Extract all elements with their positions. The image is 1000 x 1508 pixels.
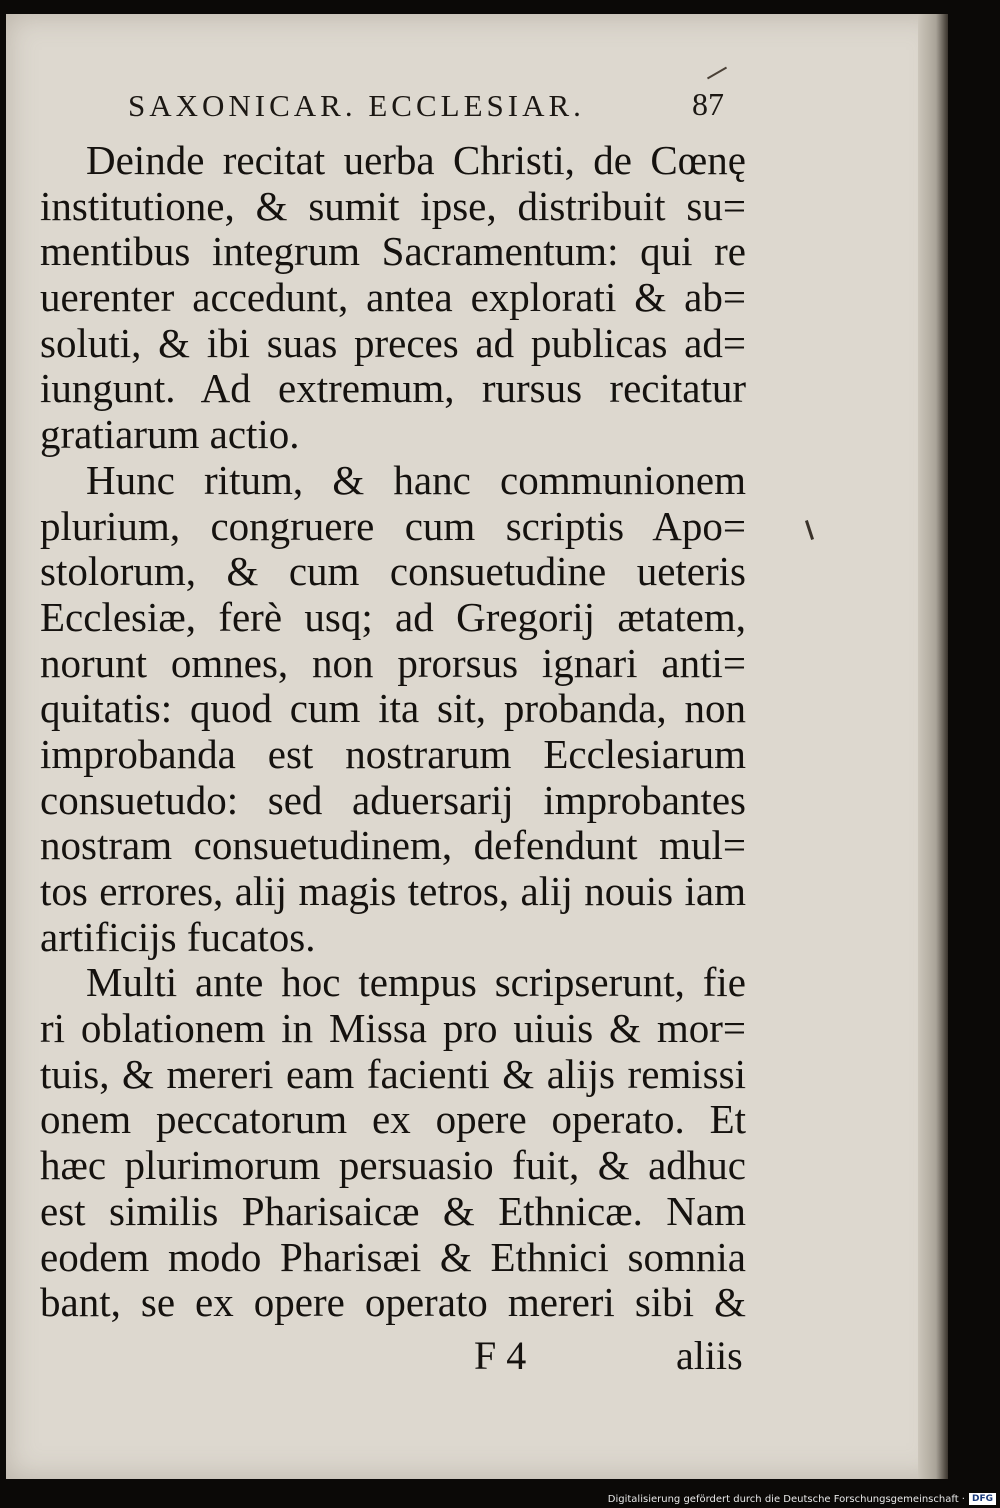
text-line: plurium, congruere cum scriptis Apo=	[40, 503, 746, 549]
text-line: quitatis: quod cum ita sit, probanda, non	[40, 686, 746, 732]
text-line: iungunt. Ad extremum, rursus recitatur	[40, 366, 746, 412]
text-line: gratiarum actio.	[40, 412, 300, 458]
credit-text: Digitalisierung gefördert durch die Deutsche Forschungsgemeinschaft ·	[607, 1493, 965, 1505]
text-line: norunt omnes, non prorsus ignari anti=	[40, 640, 746, 686]
text-line: improbanda est nostrarum Ecclesiarum	[40, 731, 746, 777]
page-number: 87	[692, 86, 724, 122]
text-line: tos errores, alij magis tetros, alij nouis iam	[40, 869, 746, 914]
text-line: institutione, & sumit ipse, distribuit su=	[40, 183, 746, 229]
text-line: nostram consuetudinem, defendunt mul=	[40, 823, 746, 869]
text-line: consuetudo: sed aduersarij improbantes	[40, 777, 746, 823]
dfg-logo: DFG	[969, 1493, 996, 1505]
text-line: tuis, & mereri eam facienti & alijs remissi	[40, 1051, 746, 1097]
text-line: mentibus integrum Sacramentum: qui re	[40, 229, 746, 275]
text-line: bant, se ex opere operato mereri sibi &	[40, 1280, 746, 1326]
catchword: aliis	[676, 1333, 743, 1378]
signature-mark: F 4	[474, 1333, 527, 1378]
text-line: Deinde recitat uerba Christi, de Cœnę	[86, 138, 746, 183]
text-line: stolorum, & cum consuetudine ueteris	[40, 549, 746, 595]
text-line: uerenter accedunt, antea explorati & ab=	[40, 275, 746, 321]
digitization-credit	[600, 1490, 1000, 1508]
page-fore-edge	[918, 14, 948, 1479]
text-line: Hunc ritum, & hanc communionem	[86, 457, 746, 503]
text-line: eodem modo Pharisæi & Ethnici somnia	[40, 1234, 746, 1280]
text-line: ri oblationem in Missa pro uiuis & mor=	[40, 1006, 746, 1052]
text-line: soluti, & ibi suas preces ad publicas ad=	[40, 320, 746, 366]
text-block	[40, 138, 746, 1326]
running-head: SAXONICAR. ECCLESIAR.	[128, 88, 585, 123]
text-line: est similis Pharisaicæ & Ethnicæ. Nam	[40, 1188, 746, 1234]
page-footer	[0, 1332, 760, 1382]
text-line: hæc plurimorum persuasio fuit, & adhuc	[40, 1143, 746, 1189]
text-line: Ecclesiæ, ferè usq; ad Gregorij ætatem,	[40, 594, 746, 640]
text-line: Multi ante hoc tempus scripserunt, fie	[86, 960, 746, 1006]
text-line: onem peccatorum ex opere operato. Et	[40, 1097, 746, 1143]
text-line: artificijs fucatos.	[40, 914, 316, 960]
